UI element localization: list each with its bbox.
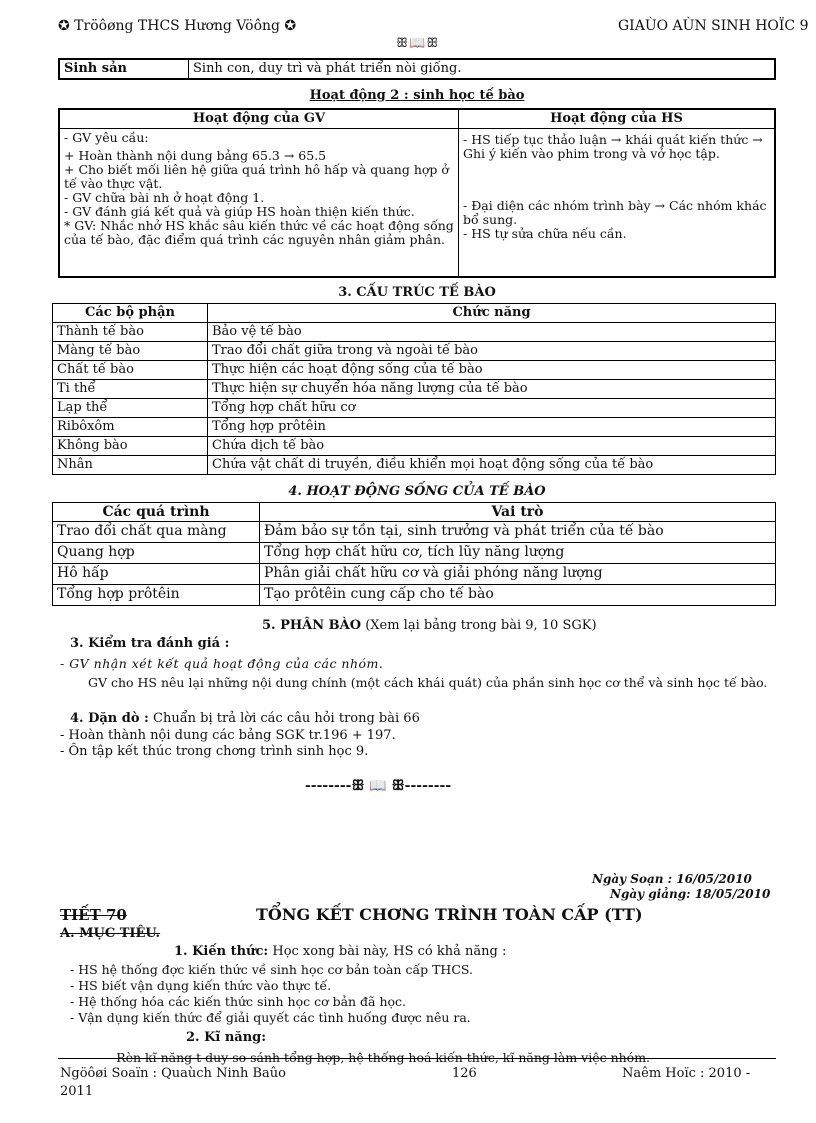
part-cell: Lạp thể [53, 399, 208, 418]
header-school: ✪ Tröôøng THCS Hương Vöông ✪ [58, 18, 297, 34]
homework-line [70, 711, 420, 726]
k1-list [70, 962, 473, 1026]
role-cell: Tạo prôtêin cung cấp cho tế bào [260, 585, 776, 606]
hs-line: - Đại diện các nhóm trình bày → Các nhóm khác bổ sung. [463, 198, 767, 227]
function-cell: Chứa vật chất di truyền, điều khiển mọi hoạt động sống của tế bào [208, 456, 776, 475]
gv-line: - GV đánh giá kết quả và giúp HS hoàn thiện kiến thức. [64, 204, 415, 219]
homework-heading: 4. Dặn dò : [70, 711, 149, 726]
function-cell: Trao đổi chất giữa trong và ngoài tế bào [208, 342, 776, 361]
table-row [53, 380, 776, 399]
table-row [53, 585, 776, 606]
gv-line: + Hoàn thành nội dung bảng 65.3 → 65.5 [64, 148, 327, 163]
footer-author: Ngöôøi Soaïn : Quaùch Ninh Baûo [60, 1066, 286, 1081]
table-row [53, 543, 776, 564]
part-cell: Không bào [53, 437, 208, 456]
homework-line1: - Hoàn thành nội dung các bảng SGK tr.196 + 197. [60, 728, 396, 743]
table-row [53, 342, 776, 361]
list-item: - Hệ thống hóa các kiến thức sinh học cơ bản đã học. [70, 994, 407, 1009]
activities-table [52, 502, 776, 606]
assessment-line2: GV cho HS nêu lại những nội dung chính (một cách khái quát) của phần sinh học cơ thể và sinh học tế bào. [88, 675, 768, 690]
k2-line: - Rèn kĩ năng t duy so sánh tổng hợp, hệ thống hoá kiến thức, kĩ năng làm việc nhóm. [108, 1050, 651, 1065]
k2-heading: 2. Kĩ năng: [186, 1030, 267, 1045]
k1-line [174, 944, 506, 959]
role-cell: Tổng hợp chất hữu cơ, tích lũy năng lượng [260, 543, 776, 564]
gv-line: * GV: Nhắc nhở HS khắc sâu kiến thức về các hoạt động sống của tế bào, đặc điểm quá trình các nguyên nhân giảm phân. [64, 218, 454, 247]
footer-page: 126 [452, 1066, 477, 1081]
lesson-title: TỔNG KẾT CHƠNG TRÌNH TOÀN CẤP (TT) [256, 905, 643, 924]
activity2-title: Hoạt động 2 : sinh học tế bào [309, 88, 525, 103]
gv-line: - GV yêu cầu: [64, 130, 149, 145]
process-cell: Tổng hợp prôtêin [53, 585, 260, 606]
activities-title: 4. HOẠT ĐỘNG SỐNG CỦA TẾ BÀO [288, 484, 546, 499]
table-row [53, 399, 776, 418]
list-item: - HS biết vận dụng kiến thức vào thực tế. [70, 978, 332, 993]
homework-line2: - Ôn tập kết thúc trong chơng trình sinh học 9. [60, 744, 369, 759]
part-cell: Màng tế bào [53, 342, 208, 361]
footer-rule [58, 1058, 776, 1059]
table-row [53, 437, 776, 456]
function-cell: Bảo vệ tế bào [208, 323, 776, 342]
list-item: - HS hệ thống đợc kiến thức về sinh học cơ bản toàn cấp THCS. [70, 962, 473, 977]
function-cell: Tổng hợp chất hữu cơ [208, 399, 776, 418]
date-soan: Ngày Soạn : 16/05/2010 [592, 872, 752, 886]
activities-col1: Các quá trình [53, 503, 260, 522]
header-subject: GIAÙO AÙN SINH HOÏC 9 [618, 18, 809, 34]
table-row [53, 456, 776, 475]
list-item: - Vận dụng kiến thức để giải quyết các tình huống được nêu ra. [70, 1010, 471, 1025]
part-cell: Chất tế bào [53, 361, 208, 380]
section-divider: --------ꕥ 📖 ꕥ-------- [305, 778, 452, 794]
footer-year2: 2011 [60, 1084, 94, 1099]
process-cell: Hô hấp [53, 564, 260, 585]
function-cell: Chứa dịch tế bào [208, 437, 776, 456]
function-cell: Thực hiện các hoạt động sống của tế bào [208, 361, 776, 380]
table-row [53, 361, 776, 380]
row-text: Sinh con, duy trì và phát triển nòi giống. [189, 59, 776, 79]
hs-cell [459, 129, 776, 278]
k1-text: Học xong bài này, HS có khả năng : [268, 944, 507, 959]
section-a: A. MỤC TIÊU. [60, 926, 161, 941]
division-title: 5. PHÂN BÀO [262, 618, 362, 633]
activity2-table [58, 108, 776, 278]
hs-line: - HS tiếp tục thảo luận → khái quát kiến thức → Ghi ý kiến vào phim trong và vở học tập. [463, 132, 763, 161]
homework-text: Chuẩn bị trả lời các câu hỏi trong bài 66 [153, 711, 420, 726]
process-cell: Quang hợp [53, 543, 260, 564]
table-row [53, 564, 776, 585]
col-gv: Hoạt động của GV [59, 109, 459, 129]
structure-title: 3. CẤU TRÚC TẾ BÀO [338, 285, 496, 300]
footer-year: Naêm Hoïc : 2010 - [622, 1066, 751, 1081]
part-cell: Nhân [53, 456, 208, 475]
division-line [262, 618, 782, 633]
part-cell: Ribôxôm [53, 418, 208, 437]
assessment-line1: - GV nhận xét kết quả hoạt động của các nhóm. [60, 656, 384, 671]
table-row [53, 522, 776, 543]
hs-line: - HS tự sửa chữa nếu cần. [463, 226, 627, 241]
part-cell: Thành tế bào [53, 323, 208, 342]
structure-col2: Chức năng [208, 304, 776, 323]
activities-col2: Vai trò [260, 503, 776, 522]
function-cell: Thực hiện sự chuyển hóa năng lượng của tế bào [208, 380, 776, 399]
lesson-number: TIẾT 70 [60, 906, 127, 924]
structure-table [52, 303, 776, 475]
structure-col1: Các bộ phận [53, 304, 208, 323]
table-row [53, 323, 776, 342]
book-ornament-icon: ꕥ📖ꕥ [396, 36, 440, 51]
role-cell: Phân giải chất hữu cơ và giải phóng năng lượng [260, 564, 776, 585]
row-label: Sinh sản [59, 59, 189, 79]
gv-line: + Cho biết mối liên hệ giữa quá trình hô hấp và quang hợp ở tế vào thực vật. [64, 162, 449, 191]
gv-cell [59, 129, 459, 278]
function-cell: Tổng hợp prôtêin [208, 418, 776, 437]
part-cell: Ti thể [53, 380, 208, 399]
reproduction-table [58, 58, 776, 80]
role-cell: Đảm bảo sự tồn tại, sinh trưởng và phát triển của tế bào [260, 522, 776, 543]
division-note: (Xem lại bảng trong bài 9, 10 SGK) [365, 618, 597, 633]
date-giang: Ngày giảng: 18/05/2010 [610, 887, 771, 901]
k1-heading: 1. Kiến thức: [174, 944, 269, 959]
gv-line: - GV chữa bài nh ở hoạt động 1. [64, 190, 265, 205]
process-cell: Trao đổi chất qua màng [53, 522, 260, 543]
col-hs: Hoạt động của HS [459, 109, 776, 129]
assessment-heading: 3. Kiểm tra đánh giá : [70, 636, 230, 651]
table-row [53, 418, 776, 437]
